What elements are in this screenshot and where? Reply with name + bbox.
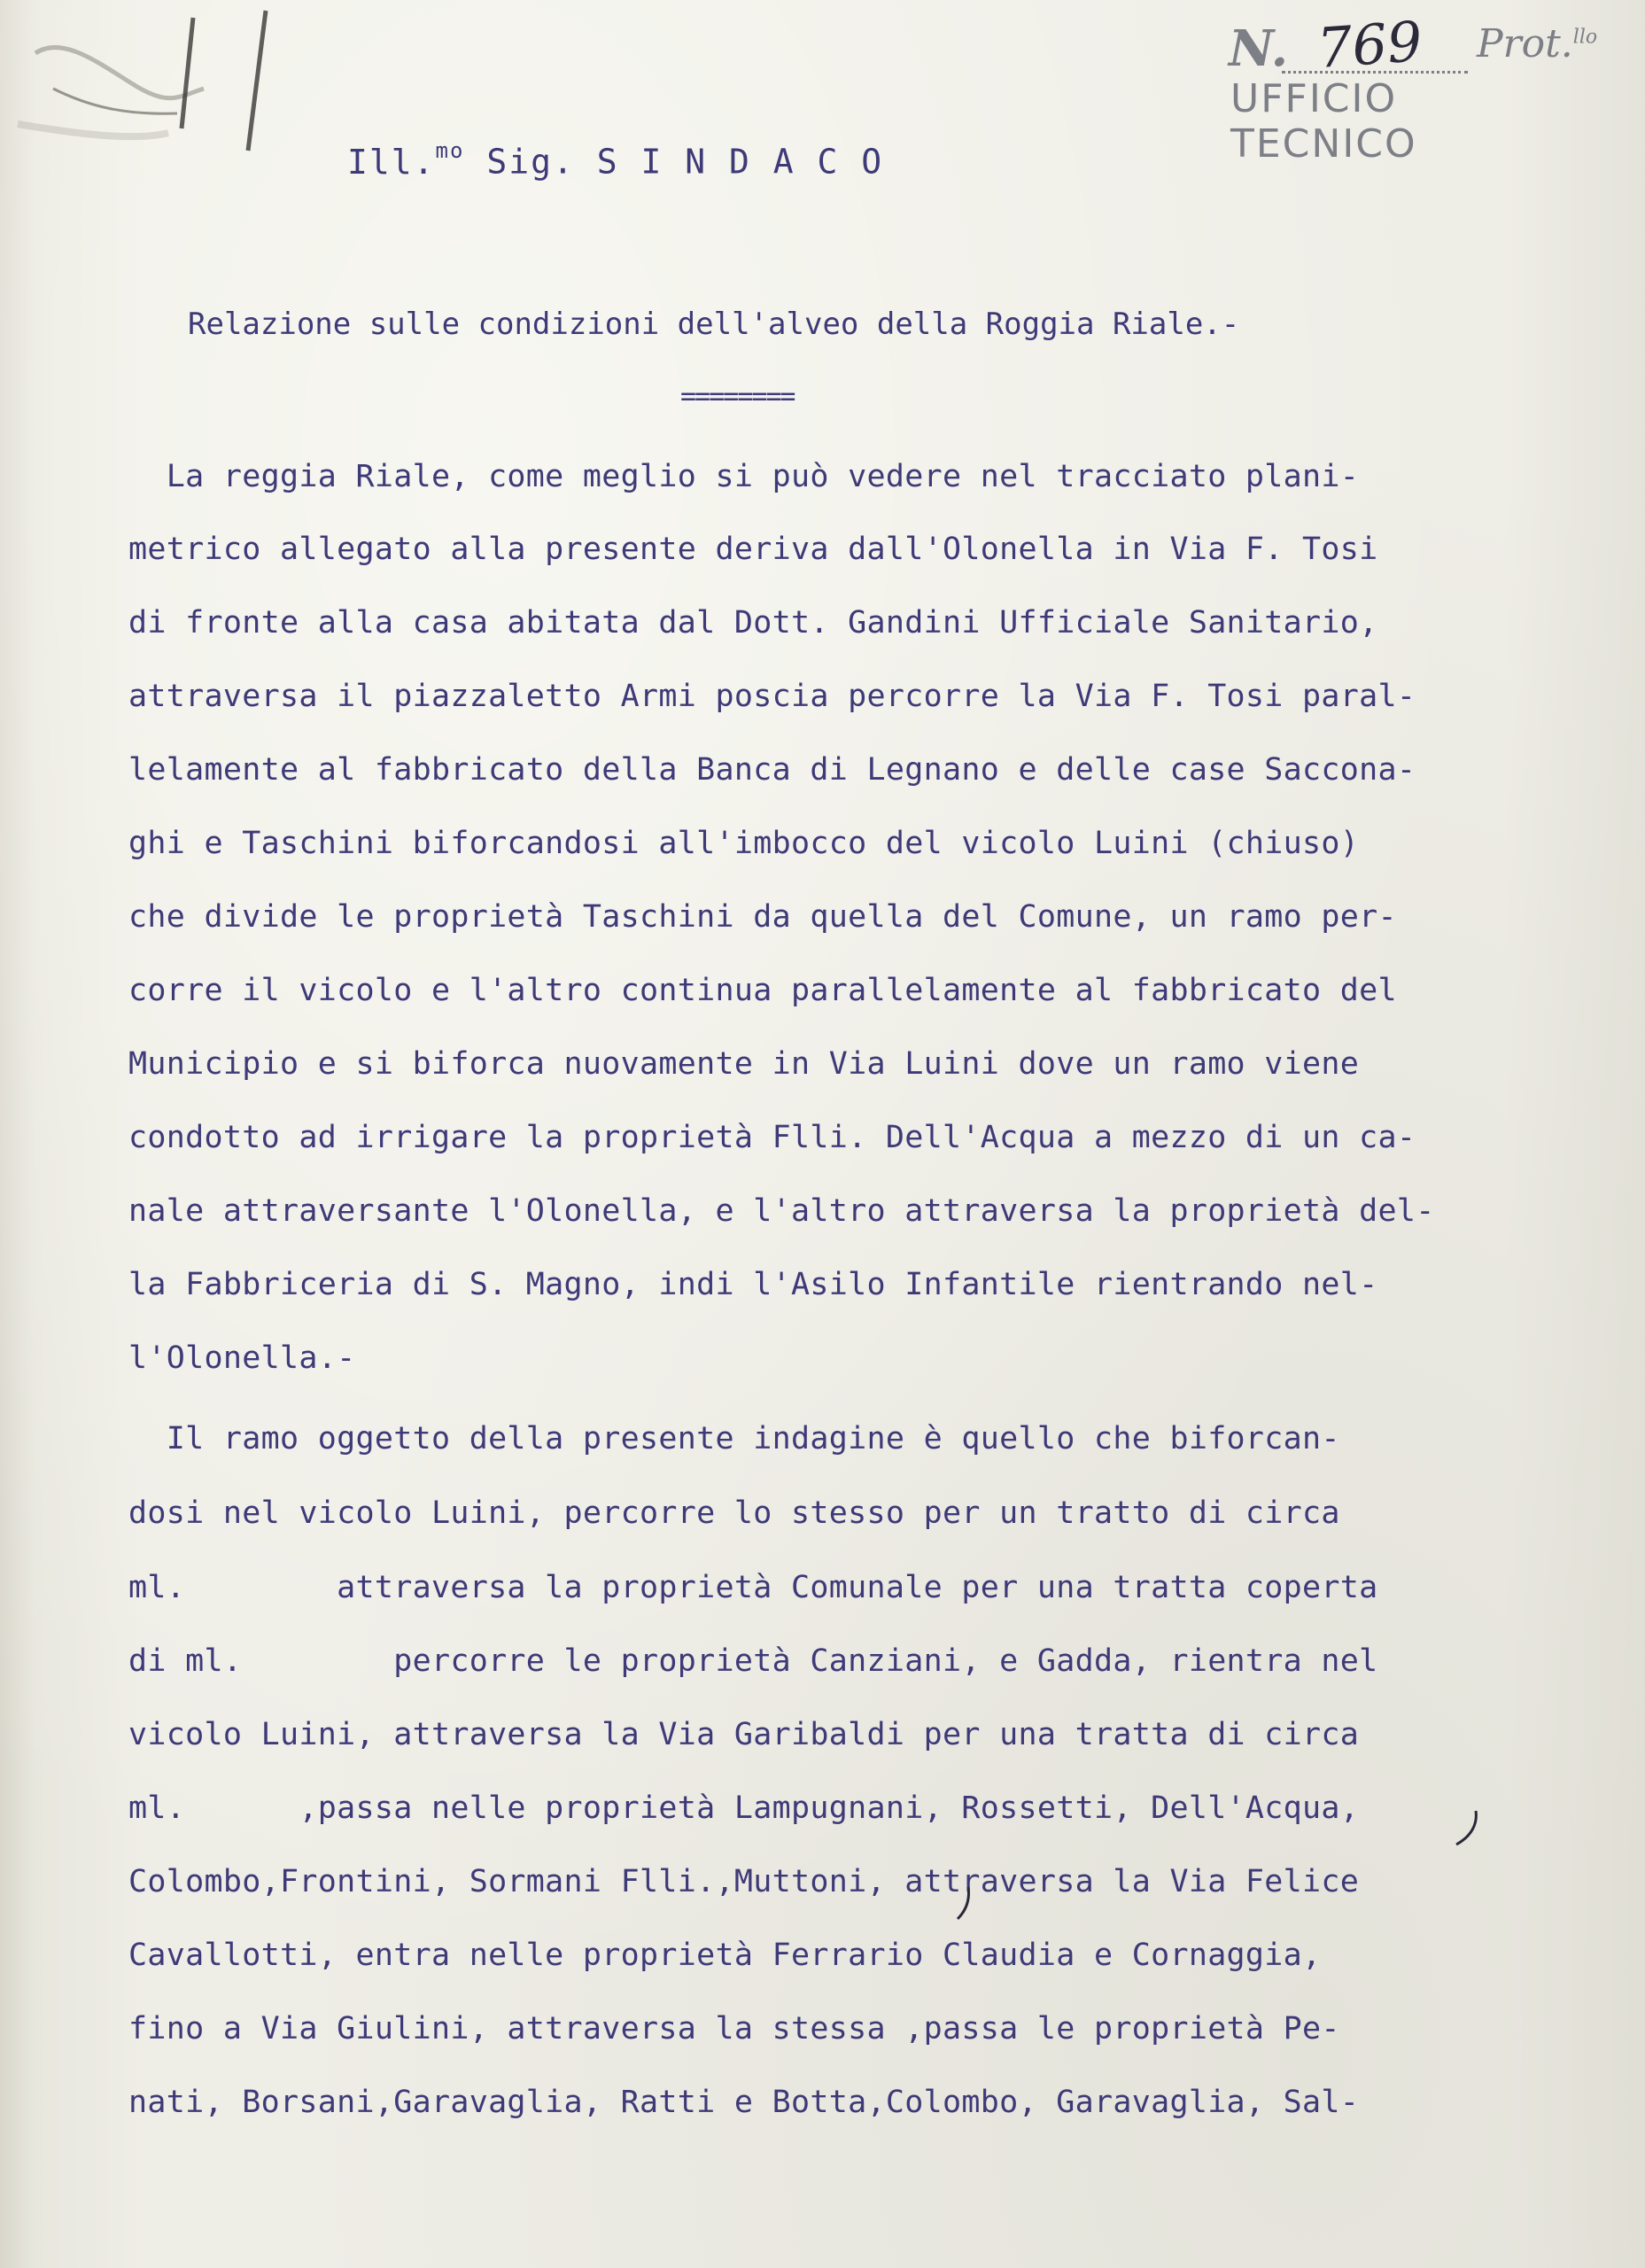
torn-edge-mark [0,0,319,177]
body-line: di ml. percorre le proprietà Canziani, e Gadda, rientra nel [128,1643,1378,1679]
body-line: che divide le proprietà Taschini da quella del Comune, un ramo per- [128,899,1397,935]
body-line: condotto ad irrigare la proprietà Flli. Dell'Acqua a mezzo di un ca- [128,1120,1416,1155]
body-line: di fronte alla casa abitata dal Dott. Gandini Ufficiale Sanitario, [128,605,1378,641]
body-line: dosi nel vicolo Luini, percorre lo stesso per un tratto di circa [128,1495,1340,1531]
protocol-stamp [1211,8,1598,167]
body-line: nati, Borsani,Garavaglia, Ratti e Botta,Colombo, Garavaglia, Sal- [128,2085,1360,2120]
body-line: Cavallotti, entra nelle proprietà Ferrario Claudia e Cornaggia, [128,1938,1322,1973]
body-line: metrico allegato alla presente deriva dall'Olonella in Via F. Tosi [128,532,1378,567]
body-line: Il ramo oggetto della presente indagine è quello che biforcan- [128,1421,1340,1456]
addressee-title: Ill.$^{mo}$ [347,138,465,182]
handwritten-comma-mark [952,1884,979,1922]
document-title: Relazione sulle condizioni dell'alveo della Roggia Riale.- [188,307,1240,342]
body-line: fino a Via Giulini, attraversa la stessa ,passa le proprietà Pe- [128,2011,1340,2047]
title-underline-rule: ======== [680,381,795,412]
body-line: Colombo,Frontini, Sormani Flli.,Muttoni, attraversa la Via Felice [128,1864,1360,1899]
body-line: la Fabbriceria di S. Magno, indi l'Asilo Infantile rientrando nel- [128,1267,1378,1302]
body-line: lelamente al fabbricato della Banca di Legnano e delle case Saccona- [128,752,1416,788]
body-line: ml. attraversa la proprietà Comunale per una tratta coperta [128,1570,1378,1605]
addressee-name: Sig. S I N D A C O [486,142,884,182]
stamp-handwritten-number: 769 [1315,8,1424,82]
stamp-office-label: UFFICIO TECNICO [1230,76,1417,167]
body-line: corre il vicolo e l'altro continua parallelamente al fabbricato del [128,973,1397,1008]
body-line: ml. ,passa nelle proprietà Lampugnani, Rossetti, Dell'Acqua, [128,1790,1360,1826]
body-line: La reggia Riale, come meglio si può vedere nel tracciato plani- [128,459,1360,494]
body-line: nale attraversante l'Olonella, e l'altro attraversa la proprietà del- [128,1193,1435,1229]
addressee [347,138,884,182]
body-line: attraversa il piazzaletto Armi poscia percorre la Via F. Tosi paral- [128,679,1416,714]
body-line: ghi e Taschini biforcandosi all'imbocco del vicolo Luini (chiuso) [128,826,1360,861]
body-line: Municipio e si biforca nuovamente in Via Luini dove un ramo viene [128,1046,1360,1082]
handwritten-comma-mark [1451,1806,1486,1850]
stamp-prot-label: Prot.$^{llo}$ [1477,21,1598,66]
body-line: vicolo Luini, attraversa la Via Garibaldi per una tratta di circa [128,1717,1360,1752]
stamp-n-label: N. [1229,19,1289,78]
body-line: l'Olonella.- [128,1340,356,1376]
